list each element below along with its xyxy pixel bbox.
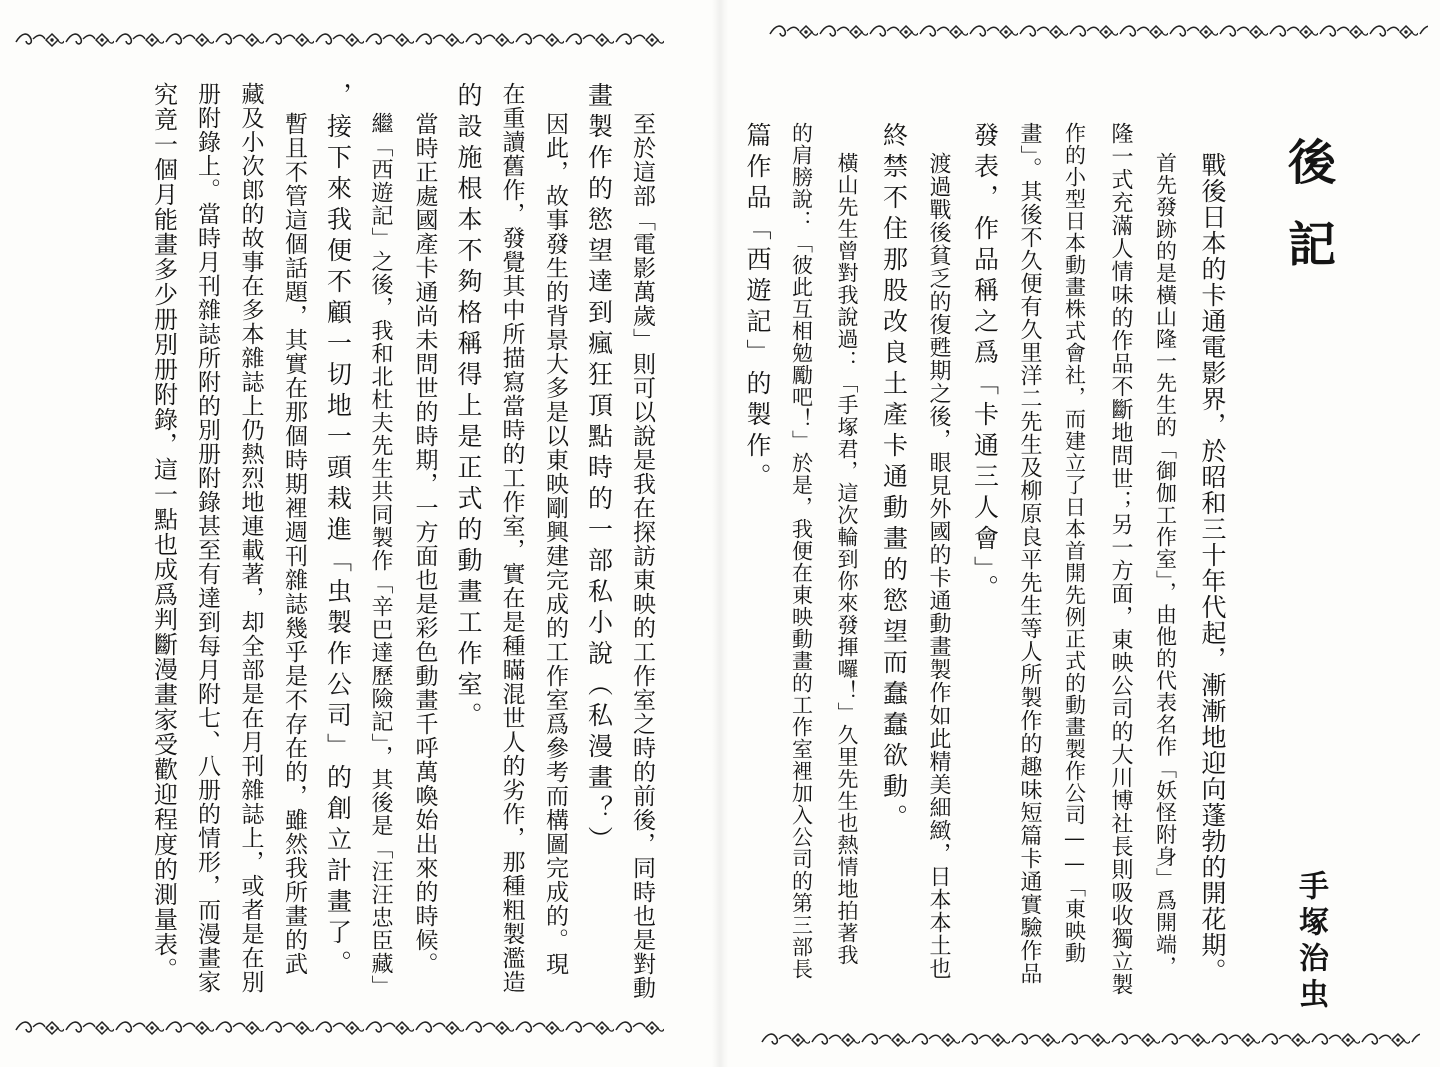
bottom-ornament-border [14,1018,664,1040]
top-ornament-border [768,22,1428,44]
text-column: 發表，作品稱之爲「卡通三人會」。 [970,122,1000,606]
text-column: 至於這部「電影萬歲」則可以說是我在探訪東映的工作室之時的前後，同時也是對動 [629,112,655,1000]
text-column: 橫山先生曾對我說過：「手塚君，這次輪到你來發揮囉！」久里先生也熱情地拍著我 [835,152,859,966]
text-column: 的肩膀說：「彼此互相勉勵吧！」於是，我便在東映動畫的工作室裡加入公司的第三部長 [789,122,814,980]
page-title-char: 後 [1288,135,1337,191]
text-column: 當時正處國產卡通尚未問世的時期，一方面也是彩色動畫千呼萬喚始出來的時候。 [411,112,438,976]
text-column: 藏及小次郎的故事在多本雜誌上仍熱烈地連載著，却全部是在月刊雜誌上，或者是在別 [237,82,264,994]
text-column: 隆一式充滿人情味的作品不斷地問世；另一方面，東映公司的大川博社長則吸收獨立製 [1108,122,1133,996]
text-column: 畫製作的慾望達到瘋狂頂點時的一部私小說（私漫畫？） [584,82,614,857]
text-column: 終禁不住那股改良土產卡通動畫的慾望而蠢蠢欲動。 [879,122,909,835]
text-column: 繼「西遊記」之後，我和北杜夫先生共同製作「辛巴達歷險記」，其後是「汪汪忠臣藏」 [368,112,393,998]
text-column: 暫且不管這個話題，其實在那個時期裡週刊雜誌幾乎是不存在的，雖然我所畫的武 [281,112,307,976]
text-column: 首先發跡的是橫山隆一先生的「御伽工作室」，由他的代表名作「妖怪附身」爲開端， [1153,152,1178,978]
text-column: 篇作品「西遊記」的製作。 [743,122,772,494]
text-column: ，接下來我便不顧一切地一頭栽進「虫製作公司」的創立計畫了。 [323,82,353,981]
text-column: 册附錄上。當時月刊雜誌所附的別册附錄甚至有達到每月附七、八册的情形，而漫畫家 [194,82,220,994]
text-column: 作的小型日本動畫株式會社，而建立了日本首開先例正式的動畫製作公司——「東映動 [1062,122,1087,964]
right-page [720,0,1440,1067]
text-column: 因此，故事發生的背景大多是以東映剛興建完成的工作室爲參考而構圖完成的。現 [542,112,568,976]
text-column: 在重讀舊作，發覺其中所描寫當時的工作室，實在是種瞞混世人的劣作，那種粗製濫造 [498,82,525,994]
text-column: 究竟一個月能畫多少册別册附錄，這一點也成爲判斷漫畫家受歡迎程度的測量表。 [149,82,178,982]
text-column: 畫」。其後不久便有久里洋二先生及柳原良平先生等人所製作的趣味短篇卡通實驗作品 [1017,122,1042,985]
author-name: 手塚治虫 [1293,870,1328,1014]
page-title-char: 記 [1288,217,1337,273]
top-ornament-border [14,30,664,52]
bottom-ornament-border [760,1030,1420,1052]
text-column: 的設施根本不夠格稱得上是正式的動畫工作室。 [454,82,483,733]
text-column: 渡過戰後貧乏的復甦期之後，眼見外國的卡通動畫製作如此精美細緻，日本本土也 [926,152,951,980]
text-column: 戰後日本的卡通電影界，於昭和三十年代起，漸漸地迎向蓬勃的開花期。 [1198,152,1227,984]
